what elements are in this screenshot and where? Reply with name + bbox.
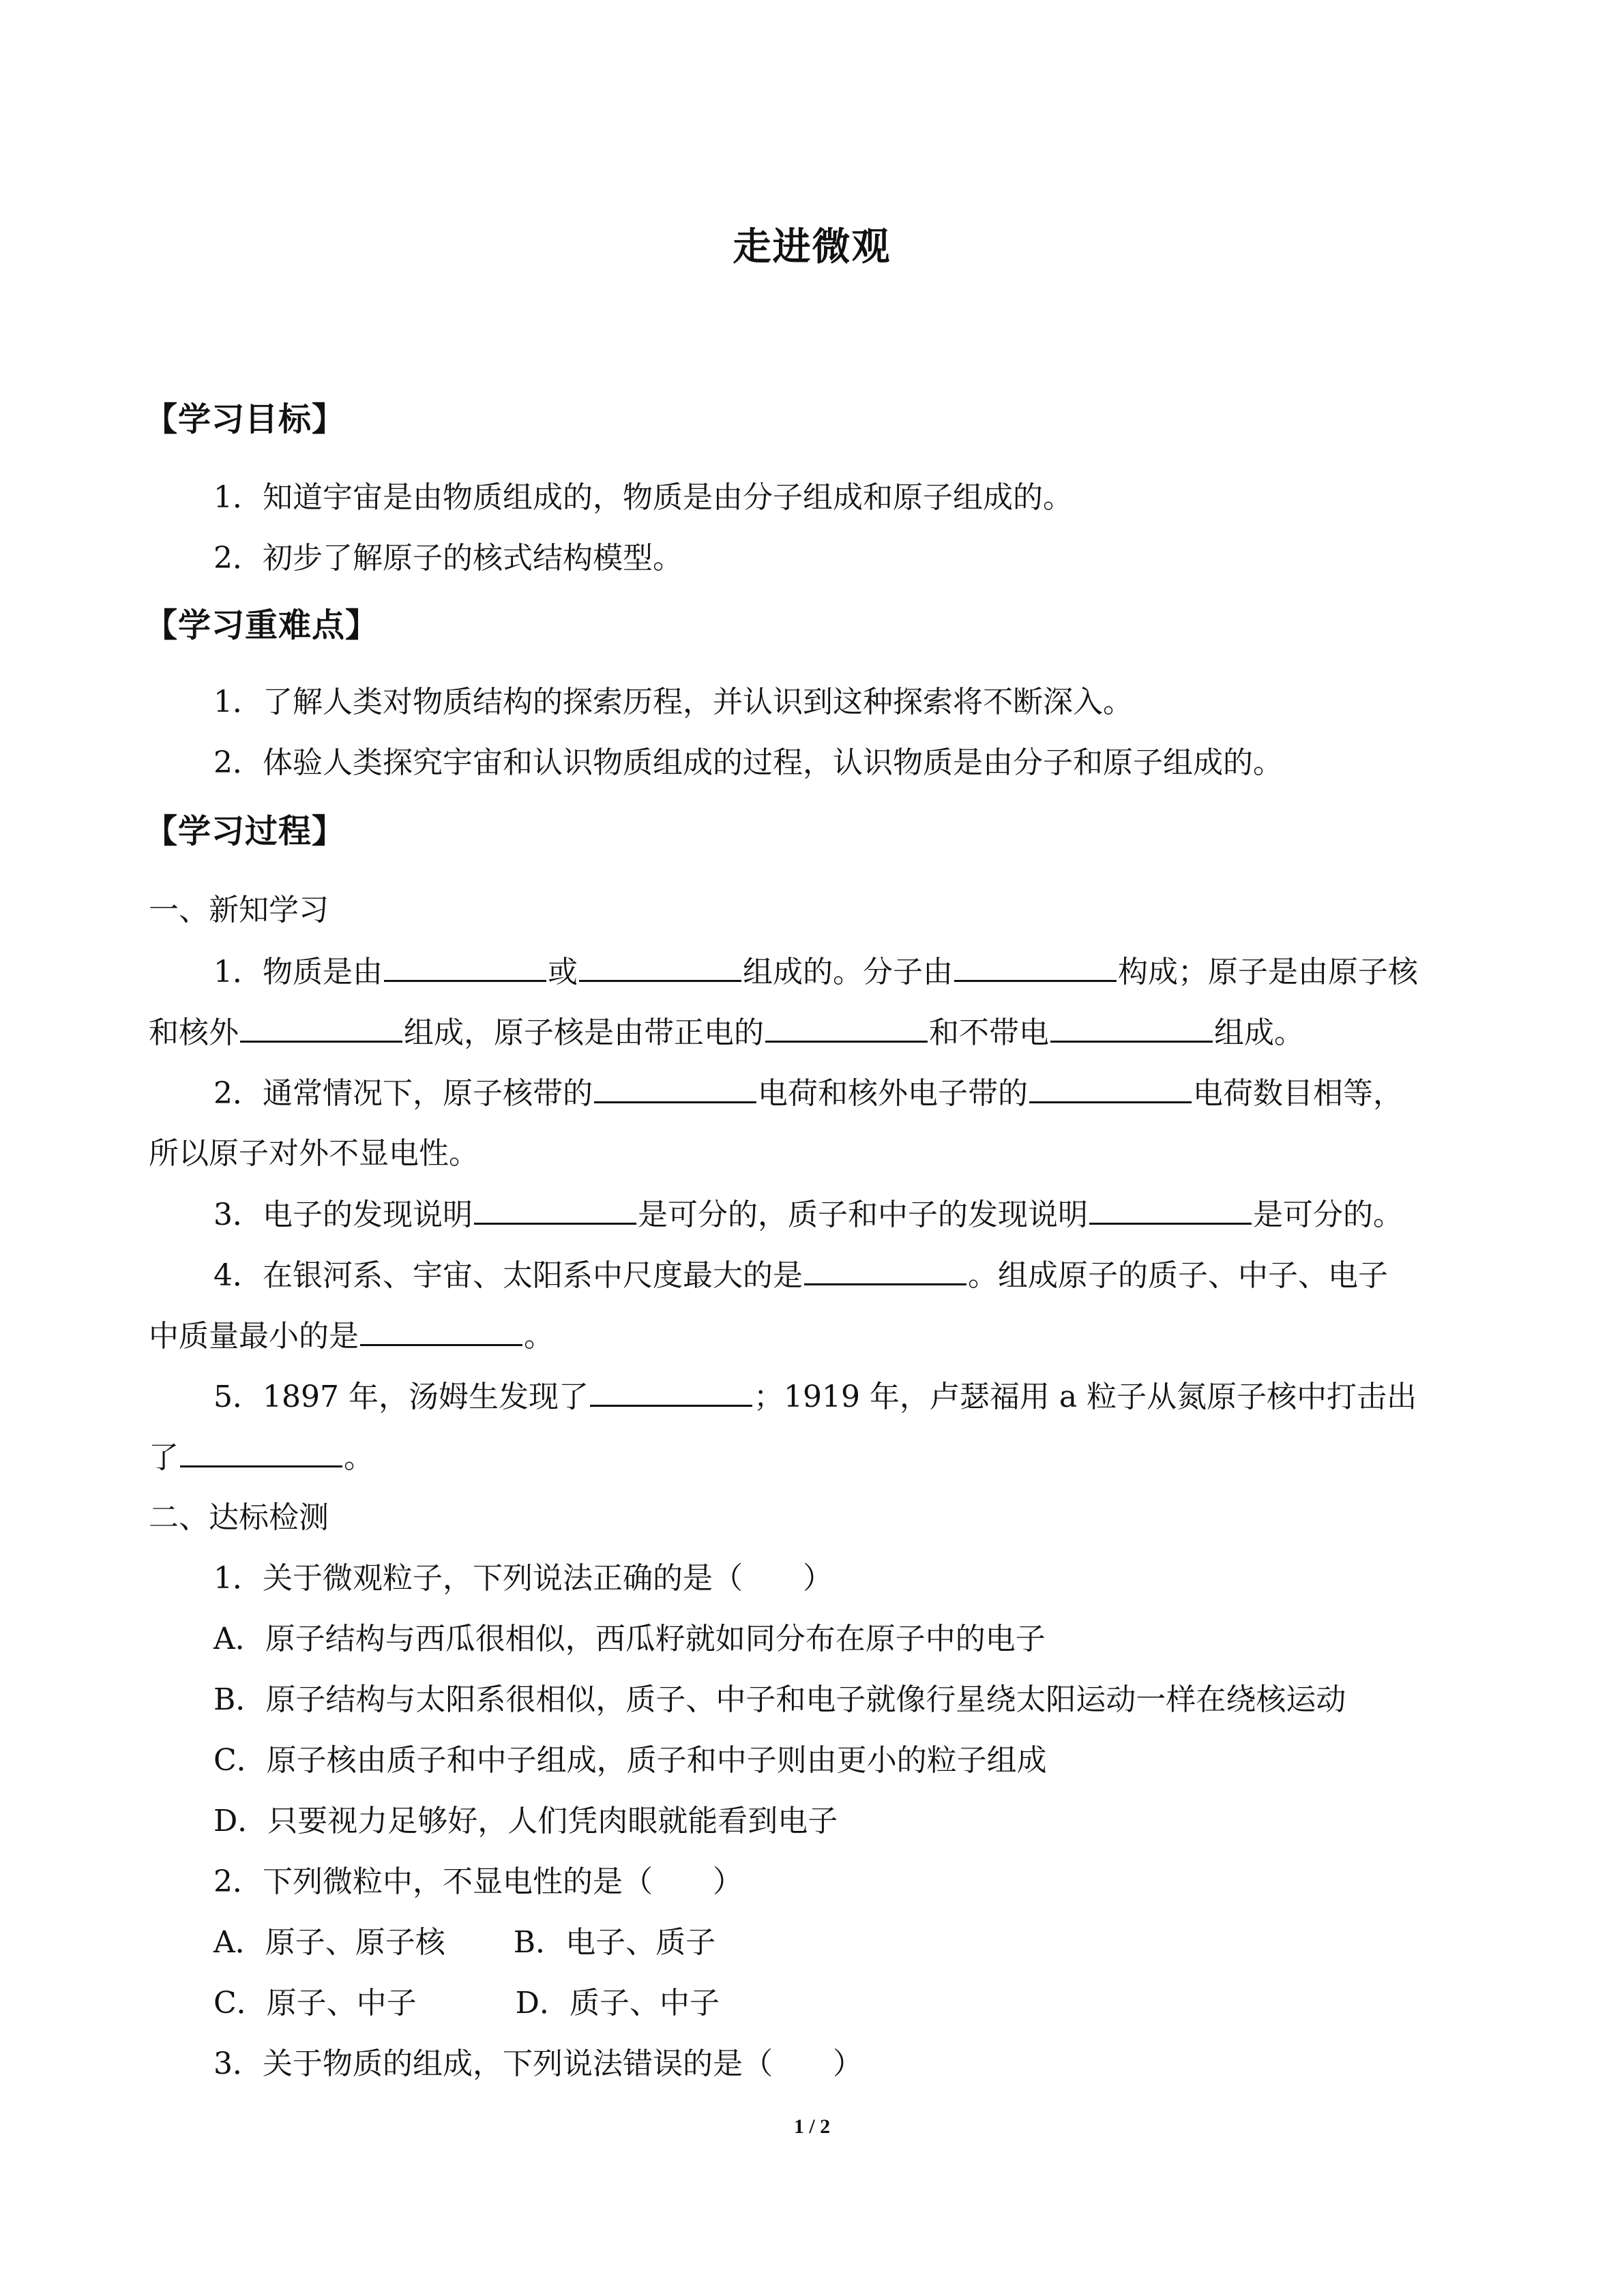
objective-item: 2．初步了解原子的核式结构模型。 [213, 541, 683, 576]
mcq-2-stem: 2．下列微粒中，不显电性的是（ ） [213, 1864, 743, 1899]
answer-blank[interactable] [804, 1255, 966, 1285]
objective-item: 1．知道宇宙是由物质组成的，物质是由分子组成和原子组成的。 [213, 480, 1073, 515]
fill-question-3: 3．电子的发现说明 是可分的，质子和中子的发现说明 是可分的。 [213, 1194, 1403, 1236]
section-heading-keypoints: 【学习重难点】 [145, 606, 379, 644]
section-heading-objectives: 【学习目标】 [145, 400, 346, 438]
answer-blank[interactable] [240, 1012, 402, 1043]
fill-question-5: 5．1897 年，汤姆生发现了 ；1919 年，卢瑟福用 a 粒子从氮原子核中打击出 [213, 1376, 1417, 1418]
answer-blank[interactable] [1050, 1012, 1213, 1043]
fill-question-4: 4．在银河系、宇宙、太阳系中尺度最大的是 。组成原子的质子、中子、电子 [213, 1255, 1388, 1296]
keypoint-item: 1．了解人类对物质结构的探索历程，并认识到这种探索将不断深入。 [213, 685, 1133, 719]
answer-blank[interactable] [1029, 1073, 1192, 1103]
mcq-2-options-row2 [213, 1983, 720, 2024]
mcq-option: D．质子、中子 [515, 1986, 720, 2021]
mcq-1-stem: 1．关于微观粒子，下列说法正确的是（ ） [213, 1561, 833, 1596]
mcq-option: A．原子、原子核 [213, 1925, 445, 1960]
page-title: 走进微观 [733, 225, 891, 269]
answer-blank[interactable] [1089, 1194, 1252, 1225]
answer-blank[interactable] [954, 951, 1117, 982]
answer-blank[interactable] [180, 1437, 342, 1467]
fill-question-2-cont: 所以原子对外不显电性。 [149, 1136, 479, 1171]
mcq-3-stem: 3．关于物质的组成，下列说法错误的是（ ） [213, 2046, 863, 2081]
answer-blank[interactable] [360, 1315, 522, 1346]
mcq-option: D．只要视力足够好，人们凭肉眼就能看到电子 [213, 1804, 838, 1838]
fill-question-1-cont: 和核外 组成，原子核是由带正电的 和不带电 组成。 [149, 1012, 1304, 1054]
answer-blank[interactable] [474, 1194, 636, 1225]
answer-blank[interactable] [590, 1376, 752, 1407]
mcq-option: C．原子核由质子和中子组成，质子和中子则由更小的粒子组成 [213, 1743, 1047, 1778]
fill-question-4-cont: 中质量最小的是 。 [149, 1315, 554, 1357]
part2-label: 二、达标检测 [149, 1500, 329, 1535]
mcq-option: B．电子、质子 [513, 1925, 716, 1960]
fill-question-5-cont: 了 。 [149, 1437, 374, 1478]
page-number: 1 / 2 [793, 2115, 831, 2138]
mcq-option: B．原子结构与太阳系很相似，质子、中子和电子就像行星绕太阳运动一样在绕核运动 [213, 1682, 1346, 1717]
fill-question-1: 1．物质是由 或 组成的。分子由 构成；原子是由原子核 [213, 951, 1418, 993]
answer-blank[interactable] [594, 1073, 756, 1103]
answer-blank[interactable] [765, 1012, 928, 1043]
section-heading-process: 【学习过程】 [145, 812, 346, 850]
keypoint-item: 2．体验人类探究宇宙和认识物质组成的过程，认识物质是由分子和原子组成的。 [213, 745, 1283, 780]
part1-label: 一、新知学习 [149, 893, 329, 927]
answer-blank[interactable] [384, 951, 546, 982]
fill-question-2: 2．通常情况下，原子核带的 电荷和核外电子带的 电荷数目相等， [213, 1073, 1403, 1114]
mcq-option: A．原子结构与西瓜很相似，西瓜籽就如同分布在原子中的电子 [213, 1622, 1046, 1656]
answer-blank[interactable] [579, 951, 741, 982]
mcq-2-options-row1 [213, 1922, 715, 1963]
mcq-option: C．原子、中子 [213, 1986, 417, 2021]
